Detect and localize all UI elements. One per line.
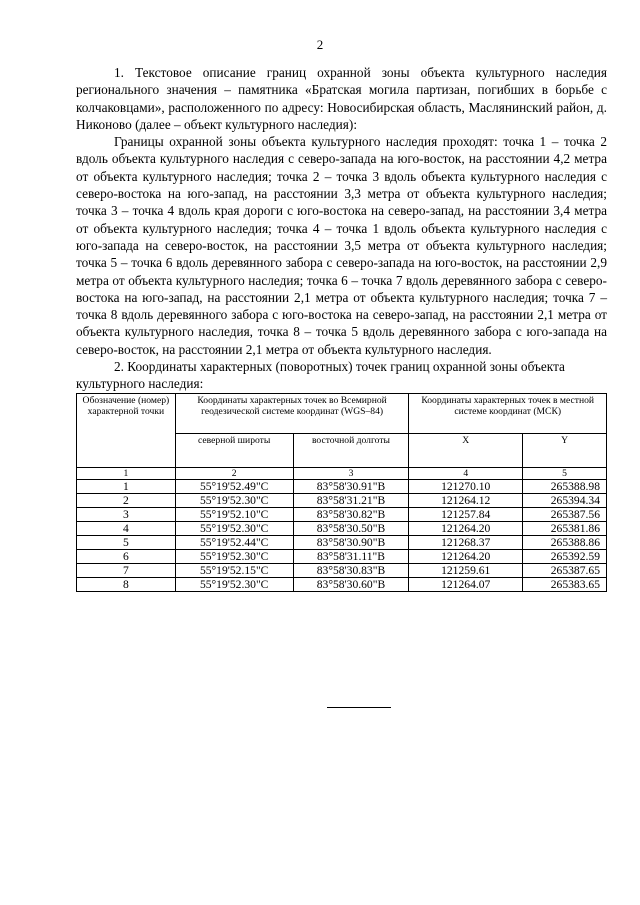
cell-y: 265388.98	[523, 479, 607, 493]
cell-point-number: 3	[77, 507, 176, 521]
cell-point-number: 7	[77, 563, 176, 577]
cell-longitude: 83°58'31.21"В	[293, 493, 409, 507]
cell-y: 265383.65	[523, 577, 607, 591]
header-wgs84: Координаты характерных точек во Всемирной геодезической системе координат (WGS–84)	[175, 393, 409, 433]
cell-latitude: 55°19'52.30"С	[175, 493, 293, 507]
cell-x: 121264.07	[409, 577, 523, 591]
cell-point-number: 8	[77, 577, 176, 591]
cell-point-number: 2	[77, 493, 176, 507]
cell-latitude: 55°19'52.30"С	[175, 577, 293, 591]
table-row	[77, 549, 607, 563]
cell-point-number: 6	[77, 549, 176, 563]
cell-longitude: 83°58'30.90"В	[293, 535, 409, 549]
paragraph-zone-boundaries: Границы охранной зоны объекта культурного наследия проходят: точка 1 – точка 2 вдоль объекта культурного наследия с северо-запада на юго-восток, на расстоянии 4,2 метра от объекта культурного наследия; точка 2 – точка 3 вдоль объекта культурного наследия с северо-востока на юго-запад, на расстоянии 3,3 метра от объекта культурного наследия; точка 3 – точка 4 вдоль края дороги с юго-востока на северо-запад, на расстоянии 3,4 метра от объекта культурного наследия; точка 4 – точка 1 вдоль объекта культурного наследия с юго-запада на северо-восток, на расстоянии 3,5 метра от объекта культурного наследия; точка 5 – точка 6 вдоль деревянного забора с северо-запада на юго-восток, на расстоянии 2,9 метра от объекта культурного наследия; точка 6 – точка 7 вдоль деревянного забора с северо-востока на юго-запад, на расстоянии 2,1 метра от объекта культурного наследия; точка 7 – точка 8 вдоль деревянного забора с юго-востока на северо-запад, на расстоянии 2,1 метра от объекта культурного наследия, точка 8 – точка 5 вдоль деревянного забора с юго-запада на северо-восток, на расстоянии 2,1 метра от объекта культурного наследия.	[76, 134, 607, 357]
table-row	[77, 479, 607, 493]
column-index: 5	[523, 467, 607, 479]
subheader-longitude: восточной долготы	[293, 433, 409, 467]
cell-latitude: 55°19'52.30"С	[175, 549, 293, 563]
cell-latitude: 55°19'52.10"С	[175, 507, 293, 521]
cell-x: 121259.61	[409, 563, 523, 577]
table-header-row	[77, 393, 607, 433]
paragraph-zone-description-intro: 1. Текстовое описание границ охранной зоны объекта культурного наследия регионального значения – памятника «Братская могила партизан, погибших в борьбе с колчаковцами», расположенного по адресу: Новосибирская область, Маслянинский район, д. Никоново (далее – объект культурного наследия):	[76, 65, 607, 132]
table-row	[77, 521, 607, 535]
cell-x: 121268.37	[409, 535, 523, 549]
cell-latitude: 55°19'52.44"С	[175, 535, 293, 549]
cell-y: 265381.86	[523, 521, 607, 535]
cell-longitude: 83°58'30.60"В	[293, 577, 409, 591]
document-body	[76, 64, 607, 592]
cell-x: 121270.10	[409, 479, 523, 493]
cell-y: 265387.65	[523, 563, 607, 577]
cell-y: 265387.56	[523, 507, 607, 521]
header-point-number: Обозначение (номер) характерной точки	[77, 393, 176, 467]
page-number: 2	[316, 37, 324, 52]
column-index: 4	[409, 467, 523, 479]
column-index: 2	[175, 467, 293, 479]
subheader-x: X	[409, 433, 523, 467]
cell-point-number: 5	[77, 535, 176, 549]
end-divider-line	[327, 707, 391, 708]
paragraph-coordinates-intro: 2. Координаты характерных (поворотных) точек границ охранной зоны объекта культурного наследия:	[76, 359, 565, 392]
column-index-row	[77, 467, 607, 479]
cell-x: 121264.20	[409, 521, 523, 535]
table-row	[77, 493, 607, 507]
coordinates-table	[76, 393, 607, 592]
cell-point-number: 1	[77, 479, 176, 493]
cell-x: 121264.12	[409, 493, 523, 507]
table-row	[77, 563, 607, 577]
cell-point-number: 4	[77, 521, 176, 535]
cell-y: 265392.59	[523, 549, 607, 563]
subheader-latitude: северной широты	[175, 433, 293, 467]
cell-latitude: 55°19'52.15"С	[175, 563, 293, 577]
column-index: 1	[77, 467, 176, 479]
cell-x: 121264.20	[409, 549, 523, 563]
cell-y: 265394.34	[523, 493, 607, 507]
cell-longitude: 83°58'31.11"В	[293, 549, 409, 563]
cell-x: 121257.84	[409, 507, 523, 521]
table-row	[77, 535, 607, 549]
column-index: 3	[293, 467, 409, 479]
subheader-y: Y	[523, 433, 607, 467]
table-row	[77, 577, 607, 591]
cell-longitude: 83°58'30.82"В	[293, 507, 409, 521]
table-row	[77, 507, 607, 521]
cell-y: 265388.86	[523, 535, 607, 549]
cell-latitude: 55°19'52.49"С	[175, 479, 293, 493]
header-msk: Координаты характерных точек в местной системе координат (МСК)	[409, 393, 607, 433]
cell-latitude: 55°19'52.30"С	[175, 521, 293, 535]
cell-longitude: 83°58'30.91"В	[293, 479, 409, 493]
cell-longitude: 83°58'30.83"В	[293, 563, 409, 577]
cell-longitude: 83°58'30.50"В	[293, 521, 409, 535]
